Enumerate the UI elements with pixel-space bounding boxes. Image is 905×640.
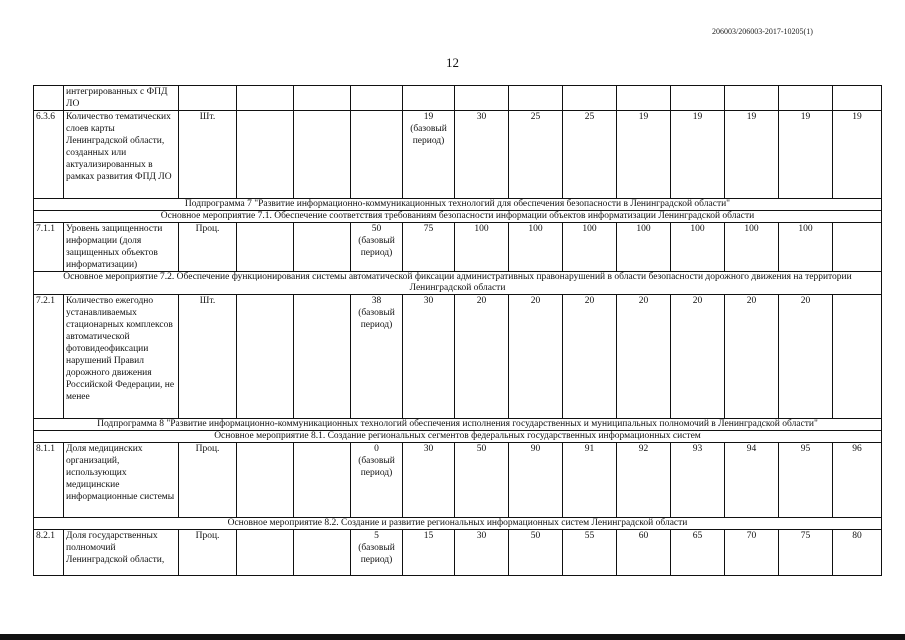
table-row xyxy=(34,530,882,576)
unit-cell: Проц. xyxy=(179,443,237,518)
value-cell: 15 xyxy=(403,530,455,576)
unit-cell: Шт. xyxy=(179,295,237,419)
value-cell: 19 xyxy=(833,111,882,199)
value-cell: 30 xyxy=(455,111,509,199)
value-cell: 19 xyxy=(779,111,833,199)
value-cell: 75 xyxy=(779,530,833,576)
value-cell: 100 xyxy=(779,223,833,272)
value-cell: 100 xyxy=(455,223,509,272)
value-cell: 20 xyxy=(671,295,725,419)
row-id xyxy=(34,86,64,111)
value-cell: 20 xyxy=(779,295,833,419)
section-row xyxy=(34,431,882,443)
value-cell: 100 xyxy=(509,223,563,272)
document-id: 206003/206003-2017-10205(1) xyxy=(712,27,813,36)
value-cell: 100 xyxy=(671,223,725,272)
row-id: 8.2.1 xyxy=(34,530,64,576)
indicators-table xyxy=(33,85,882,576)
unit-cell xyxy=(179,86,237,111)
value-cell: 19 xyxy=(617,111,671,199)
activity-8-1-heading: Основное мероприятие 8.1. Создание региональных сегментов федеральных государственных информационных систем xyxy=(34,431,882,443)
value-cell: 20 xyxy=(617,295,671,419)
value-cell: 95 xyxy=(779,443,833,518)
value-cell: 20 xyxy=(725,295,779,419)
subprogram-8-heading: Подпрограмма 8 "Развитие информационно-коммуникационных технологий обеспечения исполнения государственных и муниципальных полномочий в Ленинградской области" xyxy=(34,419,882,431)
value-cell: 25 xyxy=(509,111,563,199)
value-cell: 30 xyxy=(403,295,455,419)
row-id: 6.3.6 xyxy=(34,111,64,199)
base-value-cell: 38 (базовый период) xyxy=(351,295,403,419)
table-row xyxy=(34,223,882,272)
value-cell: 50 xyxy=(509,530,563,576)
indicator-name: Уровень защищенности информации (доля защищенных объектов информатизации) xyxy=(64,223,179,272)
value-cell: 93 xyxy=(671,443,725,518)
value-cell: 70 xyxy=(725,530,779,576)
base-value-cell: 19 (базовый период) xyxy=(403,111,455,199)
value-cell: 19 xyxy=(725,111,779,199)
section-row xyxy=(34,272,882,295)
activity-8-2-heading: Основное мероприятие 8.2. Создание и развитие региональных информационных систем Ленинградской области xyxy=(34,518,882,530)
value-cell: 19 xyxy=(671,111,725,199)
indicator-name: интегрированных с ФПД ЛО xyxy=(64,86,179,111)
value-cell: 75 xyxy=(403,223,455,272)
scan-edge xyxy=(0,634,905,640)
row-id: 7.2.1 xyxy=(34,295,64,419)
value-cell: 20 xyxy=(563,295,617,419)
table-row xyxy=(34,295,882,419)
value-cell: 96 xyxy=(833,443,882,518)
unit-cell: Шт. xyxy=(179,111,237,199)
indicator-name: Доля медицинских организаций, использующих медицинские информационные системы xyxy=(64,443,179,518)
value-cell: 25 xyxy=(563,111,617,199)
value-cell: 20 xyxy=(509,295,563,419)
value-cell: 55 xyxy=(563,530,617,576)
section-row xyxy=(34,211,882,223)
unit-cell: Проц. xyxy=(179,223,237,272)
page-number: 12 xyxy=(446,55,459,70)
indicator-name: Доля государственных полномочий Ленинградской области, xyxy=(64,530,179,576)
table-row xyxy=(34,443,882,518)
unit-cell: Проц. xyxy=(179,530,237,576)
indicator-name: Количество тематических слоев карты Ленинградской области, созданных или актуализированных в рамках развития ФПД ЛО xyxy=(64,111,179,199)
value-cell: 100 xyxy=(617,223,671,272)
base-value-cell: 5 (базовый период) xyxy=(351,530,403,576)
value-cell: 50 xyxy=(455,443,509,518)
value-cell: 20 xyxy=(455,295,509,419)
subprogram-7-heading: Подпрограмма 7 "Развитие информационно-коммуникационных технологий для обеспечения безопасности в Ленинградской области" xyxy=(34,199,882,211)
value-cell: 92 xyxy=(617,443,671,518)
section-row xyxy=(34,419,882,431)
value-cell: 94 xyxy=(725,443,779,518)
indicator-name: Количество ежегодно устанавливаемых стационарных комплексов автоматической фотовидеофиксации нарушений Правил дорожного движения Российской Федерации, не менее xyxy=(64,295,179,419)
section-row xyxy=(34,199,882,211)
table-row xyxy=(34,111,882,199)
value-cell: 100 xyxy=(725,223,779,272)
base-value-cell: 50 (базовый период) xyxy=(351,223,403,272)
row-id: 7.1.1 xyxy=(34,223,64,272)
table-row xyxy=(34,86,882,111)
value-cell: 80 xyxy=(833,530,882,576)
value-cell: 30 xyxy=(455,530,509,576)
value-cell: 60 xyxy=(617,530,671,576)
row-id: 8.1.1 xyxy=(34,443,64,518)
section-row xyxy=(34,518,882,530)
activity-7-2-heading: Основное мероприятие 7.2. Обеспечение функционирования системы автоматической фиксации административных правонарушений в области безопасности дорожного движения на территории Ленинградской области xyxy=(34,272,882,295)
value-cell: 100 xyxy=(563,223,617,272)
activity-7-1-heading: Основное мероприятие 7.1. Обеспечение соответствия требованиям безопасности информации объектов информатизации Ленинградской области xyxy=(34,211,882,223)
value-cell: 30 xyxy=(403,443,455,518)
value-cell: 65 xyxy=(671,530,725,576)
value-cell: 90 xyxy=(509,443,563,518)
base-value-cell: 0 (базовый период) xyxy=(351,443,403,518)
value-cell: 91 xyxy=(563,443,617,518)
